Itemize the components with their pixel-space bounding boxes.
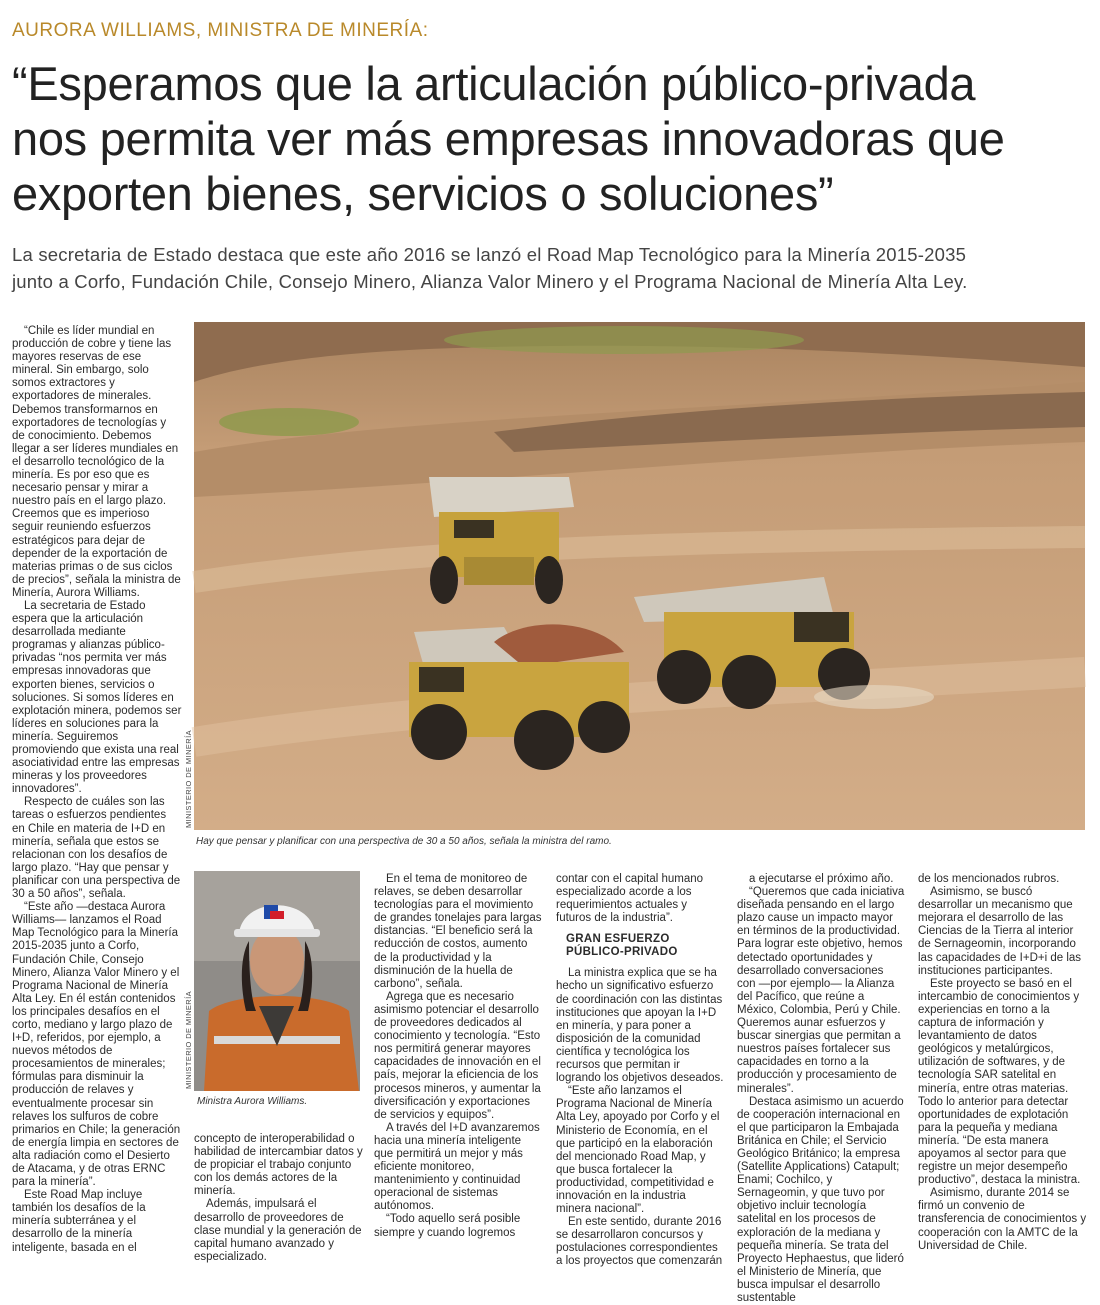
paragraph: Este proyecto se basó en el intercambio de conocimientos y experiencias en torno a la captura de información y levantamiento de datos geológicos y metalúrgicos, utilización de softwares, y de tecnología SAR satelital en minería, entre otras materias. Todo lo anterior para detectar oportunidades de explotación para la pequeña y mediana minería. “De esta manera apoyamos al sector para que registre un mejor desempeño productivo”, destaca la ministra. (918, 977, 1081, 1187)
paragraph: En el tema de monitoreo de relaves, se deben desarrollar tecnologías para el movimiento de grandes tonelajes para largas distancias. “El beneficio será la reducción de costos, aumento de la productividad y la disminución de la huella de carbono”, señala. (374, 873, 542, 990)
photo-caption: Ministra Aurora Williams. (197, 1096, 308, 1107)
photo-caption: Hay que pensar y planificar con una perspectiva de 30 a 50 años, señala la ministra del ramo. (196, 836, 612, 847)
photo-credit: MINISTERIO DE MINERÍA (184, 991, 193, 1089)
paragraph: “Este año lanzamos el Programa Nacional de Minería Alta Ley, apoyado por Corfo y el Ministerio de Economía, en el que participó en la elaboración del mencionado Road Map, y que busca fortalecer la productividad, competitividad e innovación en la industria minera nacional”. (556, 1085, 720, 1216)
section-heading: GRAN ESFUERZO PÚBLICO-PRIVADO (566, 933, 678, 959)
paragraph: Este Road Map incluye también los desafíos de la minería subterránea y el desarrollo de la minería inteligente, basada en el (12, 1189, 146, 1254)
paragraph: La secretaria de Estado espera que la articulación desarrollada mediante programas y alianzas público-privadas “nos permita ver más empresas innovadoras que exporten bienes, servicios o soluciones. Si somos líderes en explotación minera, podemos ser líderes en soluciones para la minería. Seguiremos promoviendo que exista una real asociatividad entre las empresas mineras y los proveedores innovadores”. (12, 599, 182, 796)
paragraph: Asimismo, se buscó desarrollar un mecanismo que mejorara el desarrollo de las Ciencias de la Tierra al interior de Sernageomin, incorporando las capacidades de I+D+i de las instituciones participantes. (918, 886, 1082, 977)
paragraph: Respecto de cuáles son las tareas o esfuerzos pendientes en Chile en materia de I+D en minería, señala que estos se relacionan con los desafíos de largo plazo. “Hay que pensar y planificar con una perspectiva de 30 a 50 años”, señala. (12, 796, 181, 901)
haul-truck (429, 477, 574, 604)
paragraph: Destaca asimismo un acuerdo de cooperación internacional en el que participaron la Embajada Británica en Chile; el Servicio Geológico Británico; la empresa (Satellite Applications) Catapult; Enami; Cochilco, y Sernageomin, y que tuvo por objetivo incluir tecnología satelital en los procesos de exploración de la mediana y pequeña minería. Se trata del Proyecto Hephaestus, que lideró el Ministerio de Minería, que busca impulsar el desarrollo sustentable (737, 1095, 904, 1304)
paragraph: “Queremos que cada iniciativa diseñada pensando en el largo plazo cause un impacto mayor en términos de la productividad. Para lograr este objetivo, hemos detectado oportunidades y desarrollado conversaciones con —por ejemplo— la Alianza del Pacífico, que reúne a México, Colombia, Perú y Chile. Queremos aunar esfuerzos y buscar sinergias que permitan a nuestros países fortalecer sus capacidades en torno a la producción y procesamiento de minerales”. (737, 886, 905, 1095)
paragraph: En este sentido, durante 2016 se desarrollaron concursos y postulaciones correspondientes a los proyectos que comenzarán (556, 1216, 723, 1268)
haul-truck (409, 624, 630, 770)
paragraph: “Este año —destaca Aurora Williams— lanzamos el Road Map Tecnológico para la Minería 2015-2035 junto a Corfo, Fundación Chile, Consejo Minero, Alianza Valor Minero y el Programa Nacional de Minería Alta Ley. En él están contenidos los principales desafíos en el corto, mediano y largo plazo de I+D, referidos, por ejemplo, a nuevos métodos de procesamientos de minerales; fórmulas para disminuir la producción de relaves y eventualmente procesar sin relaves los sulfuros de cobre primarios en Chile; la generación de energía limpia en sectores de alta radiación como el Desierto de Atacama, y de otras ERNC para la minería”. (12, 901, 181, 1189)
minister-portrait (194, 871, 360, 1091)
lede-line: junto a Corfo, Fundación Chile, Consejo Minero, Alianza Valor Minero y el Programa Nacional de Minería Alta Ley. (12, 271, 968, 292)
headline (12, 56, 1092, 221)
lede (12, 241, 1092, 295)
article-column-1 (12, 325, 182, 1270)
headline-line: nos permita ver más empresas innovadoras que (12, 112, 1005, 165)
article-column-6 (918, 873, 1088, 1273)
minister-illustration (194, 871, 360, 1091)
paragraph: “Todo aquello será posible siempre y cuando logremos (374, 1213, 521, 1239)
headline-line: “Esperamos que la articulación público-privada (12, 57, 976, 110)
photo-credit: MINISTERIO DE MINERÍA (184, 730, 193, 828)
paragraph: “Chile es líder mundial en producción de cobre y tiene las mayores reservas de ese mineral. Sin embargo, solo somos extractores y exportadores de minerales. Debemos transformarnos en exportadores de tecnologías y de conocimiento. Debemos llegar a ser líderes mundiales en el desarrollo tecnológico de la minería. Es por eso que es necesario pensar y mirar a nuestro país en el largo plazo. Creemos que es imperioso seguir reuniendo esfuerzos estratégicos para dejar de depender de la exportación de materias primas o de sus ciclos de precios”, señala la ministra de Minería, Aurora Williams. (12, 325, 181, 599)
mining-trucks-illustration (194, 322, 1085, 830)
lede-line: La secretaria de Estado destaca que este año 2016 se lanzó el Road Map Tecnológico para la Minería 2015-2035 (12, 244, 967, 265)
paragraph: a ejecutarse el próximo año. (749, 873, 894, 885)
paragraph: contar con el capital humano especializado acorde a los requerimientos actuales y futuros de la industria”. (556, 873, 704, 925)
paragraph: Agrega que es necesario asimismo potenciar el desarrollo de proveedores dedicados al conocimiento y tecnología. “Esto nos permitirá generar mayores capacidades de innovación en el país, mejorar la eficiencia de los procesos mineros, y aumentar la diversificación y exportaciones de servicios y equipos”. (374, 990, 541, 1121)
article-column-4 (556, 873, 724, 1273)
mining-trucks-photo (194, 322, 1085, 830)
paragraph: de los mencionados rubros. (918, 873, 1060, 885)
article-column-2 (194, 1133, 366, 1273)
article-column-5 (737, 873, 905, 1304)
paragraph: Además, impulsará el desarrollo de proveedores de clase mundial y la generación de capital humano avanzado y especializado. (194, 1198, 362, 1263)
paragraph: A través del I+D avanzaremos hacia una minería inteligente que permitirá un mejor y más eficiente monitoreo, mantenimiento y continuidad operacional de sistemas autónomos. (374, 1121, 540, 1213)
kicker: AURORA WILLIAMS, MINISTRA DE MINERÍA: (12, 20, 429, 41)
paragraph: La ministra explica que se ha hecho un significativo esfuerzo de coordinación con las distintas instituciones que apoyan la I+D en minería, y para poner a disposición de la comunidad científica y tecnológica los recursos que permitan ir logrando los objetivos deseados. (556, 967, 724, 1085)
article-column-3 (374, 873, 542, 1273)
headline-line: exporten bienes, servicios o soluciones” (12, 167, 834, 220)
paragraph: concepto de interoperabilidad o habilidad de intercambiar datos y de propiciar el trabajo conjunto con los demás actores de la minería. (194, 1133, 363, 1198)
paragraph: Asimismo, durante 2014 se firmó un convenio de transferencia de conocimientos y cooperación con la AMTC de la Universidad de Chile. (918, 1187, 1087, 1252)
